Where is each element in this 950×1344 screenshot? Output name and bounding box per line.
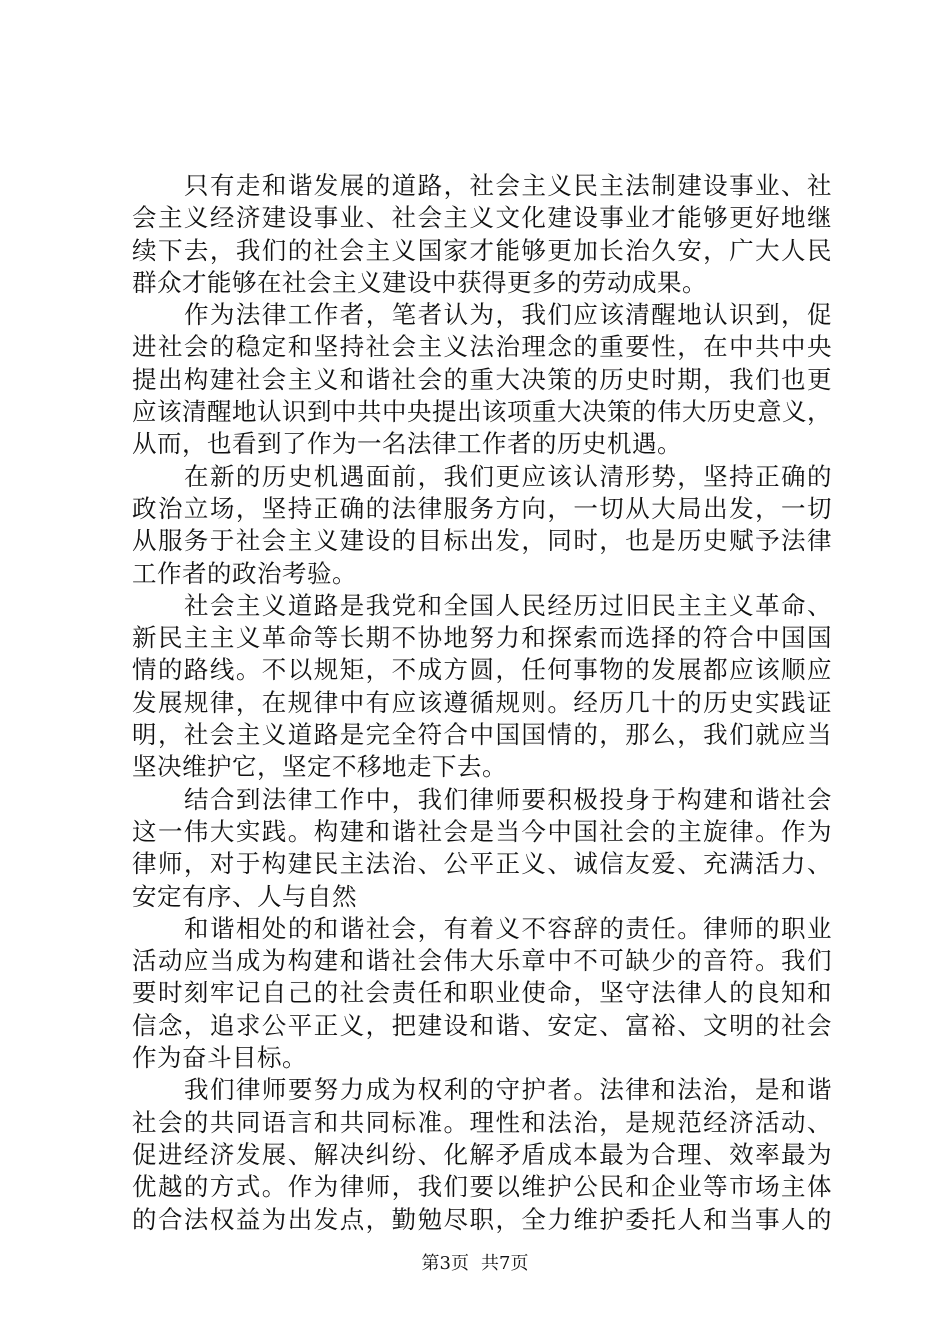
text-line: 新民主主义革命等长期不协地努力和探索而选择的符合中国国 xyxy=(132,623,832,653)
text-line: 这一伟大实践。构建和谐社会是当今中国社会的主旋律。作为 xyxy=(132,816,832,846)
text-line: 从而，也看到了作为一名法律工作者的历史机遇。 xyxy=(132,429,682,459)
text-line: 会主义经济建设事业、社会主义文化建设事业才能够更好地继 xyxy=(132,203,832,233)
text-line: 安定有序、人与自然 xyxy=(132,881,357,911)
text-line: 的合法权益为出发点，勤勉尽职，全力维护委托人和当事人的 xyxy=(132,1204,832,1234)
text-line: 只有走和谐发展的道路，社会主义民主法制建设事业、社 xyxy=(184,171,832,200)
text-line: 工作者的政治考验。 xyxy=(132,558,357,588)
text-line: 我们律师要努力成为权利的守护者。法律和法治，是和谐 xyxy=(184,1075,832,1105)
text-line: 明，社会主义道路是完全符合中国国情的，那么，我们就应当 xyxy=(132,720,832,750)
text-line: 律师，对于构建民主法治、公平正义、诚信友爱、充满活力、 xyxy=(132,849,832,879)
text-line: 优越的方式。作为律师，我们要以维护公民和企业等市场主体 xyxy=(132,1172,832,1202)
text-line: 应该清醒地认识到中共中央提出该项重大决策的伟大历史意义， xyxy=(132,397,832,427)
text-line: 群众才能够在社会主义建设中获得更多的劳动成果。 xyxy=(132,267,707,297)
text-line: 活动应当成为构建和谐社会伟大乐章中不可缺少的音符。我们 xyxy=(132,946,832,976)
text-line: 续下去，我们的社会主义国家才能够更加长治久安，广大人民 xyxy=(132,235,832,265)
text-line: 促进经济发展、解决纠纷、化解矛盾成本最为合理、效率最为 xyxy=(132,1139,832,1169)
text-line: 社会主义道路是我党和全国人民经历过旧民主主义革命、 xyxy=(184,590,832,620)
text-line: 提出构建社会主义和谐社会的重大决策的历史时期，我们也更 xyxy=(132,364,832,394)
page-number: 第3页 xyxy=(421,1253,469,1274)
text-line: 进社会的稳定和坚持社会主义法治理念的重要性，在中共中央 xyxy=(132,332,832,362)
text-line: 坚决维护它，坚定不移地走下去。 xyxy=(132,752,507,782)
page-total: 共7页 xyxy=(481,1253,529,1274)
text-line: 结合到法律工作中，我们律师要积极投身于构建和谐社会 xyxy=(184,784,832,814)
text-line: 作为法律工作者，笔者认为，我们应该清醒地认识到，促 xyxy=(184,300,832,330)
document-body xyxy=(132,170,832,1236)
text-line: 在新的历史机遇面前，我们更应该认清形势，坚持正确的 xyxy=(184,461,832,491)
text-line: 信念，追求公平正义，把建设和谐、安定、富裕、文明的社会 xyxy=(132,1010,832,1040)
text-line: 要时刻牢记自己的社会责任和职业使命，坚守法律人的良知和 xyxy=(132,978,832,1008)
text-line: 情的路线。不以规矩，不成方圆，任何事物的发展都应该顺应 xyxy=(132,655,832,685)
text-line: 从服务于社会主义建设的目标出发，同时，也是历史赋予法律 xyxy=(132,526,832,556)
text-line: 社会的共同语言和共同标准。理性和法治，是规范经济活动、 xyxy=(132,1107,832,1137)
text-line: 发展规律，在规律中有应该遵循规则。经历几十的历史实践证 xyxy=(132,687,832,717)
page-footer xyxy=(0,1252,950,1276)
text-line: 政治立场，坚持正确的法律服务方向，一切从大局出发，一切 xyxy=(132,493,832,523)
text-line: 和谐相处的和谐社会，有着义不容辞的责任。律师的职业 xyxy=(184,913,832,943)
text-line: 作为奋斗目标。 xyxy=(132,1043,307,1073)
